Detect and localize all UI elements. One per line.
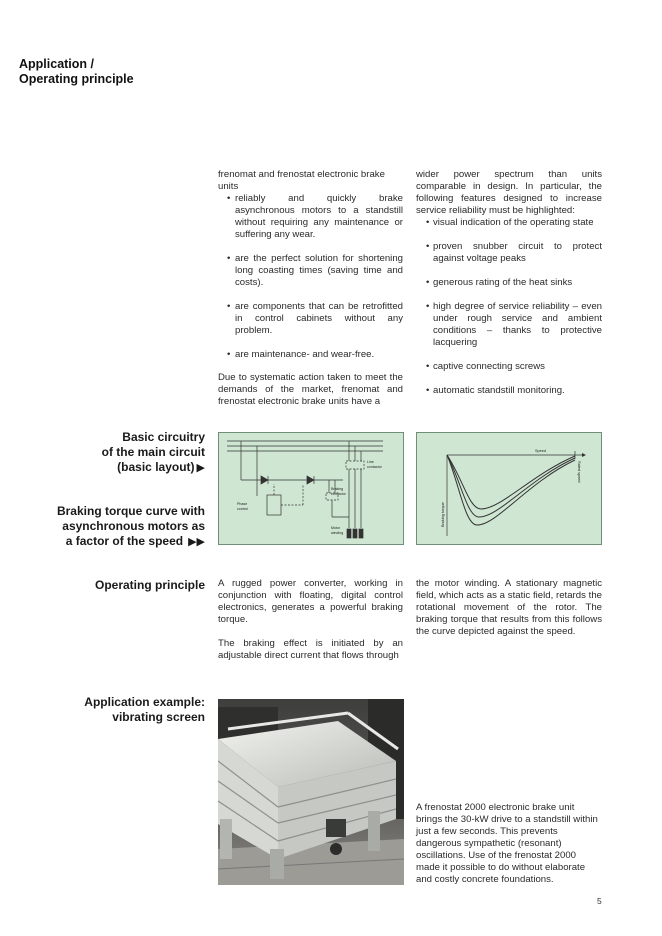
feature-item: • high degree of service reliability – even under rough service and ambient conditions – thanks to protective lacquering	[416, 301, 602, 349]
intro-continuation: wider power spectrum than units comparable in design. In particular, the following features designed to increase service reliability must be highlighted:	[416, 169, 602, 216]
feature-list	[416, 217, 602, 397]
label-rated-speed: Rated speed	[577, 461, 581, 483]
feature-item: • proven snubber circuit to protect against voltage peaks	[416, 241, 602, 265]
intro-lead: frenomat and frenostat electronic brake units	[218, 169, 385, 192]
heading-line: vibrating screen	[112, 710, 205, 724]
feature-item: • visual indication of the operating state	[416, 217, 602, 229]
intro-left-column	[218, 169, 403, 408]
heading-line	[57, 534, 205, 550]
circuit-diagram-svg	[219, 433, 403, 544]
operating-paragraph-2: The braking effect is initiated by an adjustable direct current that flows through	[218, 638, 403, 661]
heading-braking-curve	[57, 504, 205, 550]
heading-basic-circuitry	[102, 430, 205, 476]
label-motor-winding: Motor	[331, 526, 341, 530]
heading-line-text: (basic layout)	[117, 460, 195, 474]
heading-line	[102, 460, 205, 476]
feature-item: • captive connecting screws	[416, 361, 602, 373]
feature-item: • automatic standstill monitoring.	[416, 385, 602, 397]
label-braking-contactor: contactor	[331, 492, 346, 496]
page-title	[19, 57, 134, 87]
intro-paragraph: Due to systematic action taken to meet the demands of the market, frenomat and frenostat electronic brake units have a	[218, 372, 403, 407]
heading-line: of the main circuit	[101, 445, 205, 459]
heading-operating-principle: Operating principle	[94, 578, 205, 592]
intro-bullet: • are the perfect solution for shortening long coasting times (saving time and costs).	[218, 253, 403, 289]
intro-bullet: • are components that can be retrofitted in control cabinets without any problem.	[218, 301, 403, 337]
feature-item: • generous rating of the heat sinks	[416, 277, 602, 289]
label-speed: Speed	[535, 449, 546, 453]
heading-application-example	[84, 695, 205, 725]
label-line-contactor: Line	[367, 460, 374, 464]
application-text-column	[416, 802, 602, 886]
double-triangle-right-icon: ▶▶	[188, 536, 205, 548]
braking-torque-chart	[416, 432, 602, 545]
heading-line: asynchronous motors as	[62, 519, 205, 533]
vibrating-screen-photo-svg	[218, 699, 404, 885]
operating-paragraph-1: A rugged power converter, working in conjunction with floating, digital control electronics, generates a powerful braking torque.	[218, 578, 403, 625]
intro-right-column	[416, 169, 602, 397]
heading-line: Application example:	[84, 695, 205, 709]
vibrating-screen-photo	[218, 699, 404, 885]
heading-line-text: a factor of the speed	[65, 534, 184, 548]
page-title-line-1: Application /	[19, 57, 94, 71]
braking-torque-chart-svg	[417, 433, 601, 544]
triangle-right-icon: ▶	[196, 462, 205, 474]
label-braking-torque: Braking torque	[441, 502, 445, 527]
operating-left-column	[218, 578, 403, 662]
label-braking-contactor: Braking	[331, 487, 344, 491]
intro-bullet: • are maintenance- and wear-free.	[218, 349, 403, 361]
label-line-contactor: contactor	[367, 465, 382, 469]
operating-paragraph-3: the motor winding. A stationary magnetic field, which acts as a static field, retards the rotational movement of the rotor. The braking torque that results from this follows the curve depicted against the speed.	[416, 578, 602, 637]
label-motor-winding: winding	[331, 531, 344, 535]
label-phase-control: control	[237, 507, 248, 511]
page-title-line-2: Operating principle	[19, 72, 134, 86]
circuit-diagram	[218, 432, 404, 545]
page-number: 5	[597, 896, 602, 906]
heading-line: Braking torque curve with	[56, 504, 205, 518]
application-text: A frenostat 2000 electronic brake unit brings the 30-kW drive to a standstill within just a few seconds. This prevents dangerous sympathetic (resonant) oscillations. Use of the frenostat 2000 made it possible to do without elaborate and costly concrete foundations.	[416, 802, 598, 885]
intro-bullet: • reliably and quickly brake asynchronous motors to a standstill without requiring any maintenance or suffering any wear.	[218, 193, 403, 241]
heading-line: Basic circuitry	[122, 430, 205, 444]
operating-right-column	[416, 578, 602, 638]
label-phase-control: Phase	[237, 502, 248, 506]
intro-bullet-list	[218, 193, 403, 361]
